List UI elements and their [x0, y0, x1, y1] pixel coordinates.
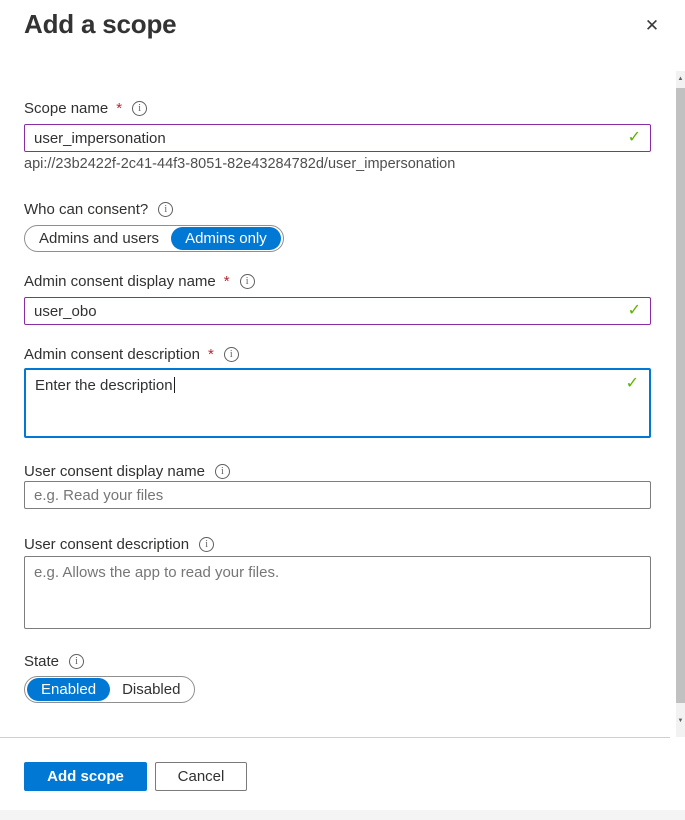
info-icon[interactable]: i — [215, 464, 230, 479]
footer-divider — [0, 737, 670, 738]
user-description-textarea[interactable] — [24, 556, 651, 629]
toggle-option-admins-only[interactable]: Admins only — [171, 227, 281, 250]
required-asterisk: * — [207, 346, 214, 363]
info-icon[interactable]: i — [132, 101, 147, 116]
info-icon[interactable]: i — [199, 537, 214, 552]
who-can-consent-toggle — [24, 225, 284, 252]
text-caret — [174, 377, 175, 393]
vertical-scrollbar[interactable] — [676, 71, 685, 737]
admin-description-text: Enter the description — [35, 377, 173, 394]
state-toggle — [24, 676, 195, 703]
scrollbar-thumb[interactable] — [676, 88, 685, 703]
scope-name-label: Scope name * i — [24, 100, 147, 117]
add-scope-button[interactable]: Add scope — [24, 762, 147, 791]
user-display-name-label: User consent display name i — [24, 463, 230, 480]
toggle-option-disabled[interactable]: Disabled — [122, 681, 181, 698]
info-icon[interactable]: i — [240, 274, 255, 289]
page-title: Add a scope — [24, 9, 177, 39]
admin-description-label: Admin consent description * i — [24, 346, 239, 363]
scroll-up-icon[interactable]: ▲ — [677, 76, 684, 82]
user-description-placeholder: e.g. Allows the app to read your files. — [34, 564, 280, 581]
admin-display-name-field-wrap — [24, 297, 651, 325]
user-display-name-field-wrap — [24, 481, 651, 509]
toggle-option-enabled[interactable]: Enabled — [27, 678, 110, 701]
who-can-consent-label: Who can consent? i — [24, 201, 173, 218]
scroll-down-icon[interactable]: ▼ — [677, 718, 684, 724]
toggle-option-admins-and-users[interactable]: Admins and users — [39, 230, 160, 247]
scope-uri-helper: api://23b2422f-2c41-44f3-8051-82e43284782d/user_impersonation — [24, 156, 456, 172]
valid-check-icon: ✓ — [627, 129, 641, 146]
required-asterisk: * — [223, 273, 230, 290]
page-bottom-strip — [0, 810, 685, 820]
scope-name-input[interactable] — [24, 124, 651, 152]
cancel-button[interactable]: Cancel — [155, 762, 247, 791]
required-asterisk: * — [116, 100, 123, 117]
valid-check-icon: ✓ — [625, 375, 639, 392]
close-icon[interactable]: ✕ — [641, 15, 663, 37]
admin-description-textarea[interactable] — [24, 368, 651, 438]
user-description-label: User consent description i — [24, 536, 214, 553]
admin-display-name-label: Admin consent display name * i — [24, 273, 255, 290]
state-label: State i — [24, 653, 84, 670]
admin-display-name-input[interactable] — [24, 297, 651, 325]
user-display-name-input[interactable] — [24, 481, 651, 509]
valid-check-icon: ✓ — [627, 302, 641, 319]
info-icon[interactable]: i — [224, 347, 239, 362]
info-icon[interactable]: i — [69, 654, 84, 669]
scope-name-field-wrap — [24, 124, 651, 152]
info-icon[interactable]: i — [158, 202, 173, 217]
